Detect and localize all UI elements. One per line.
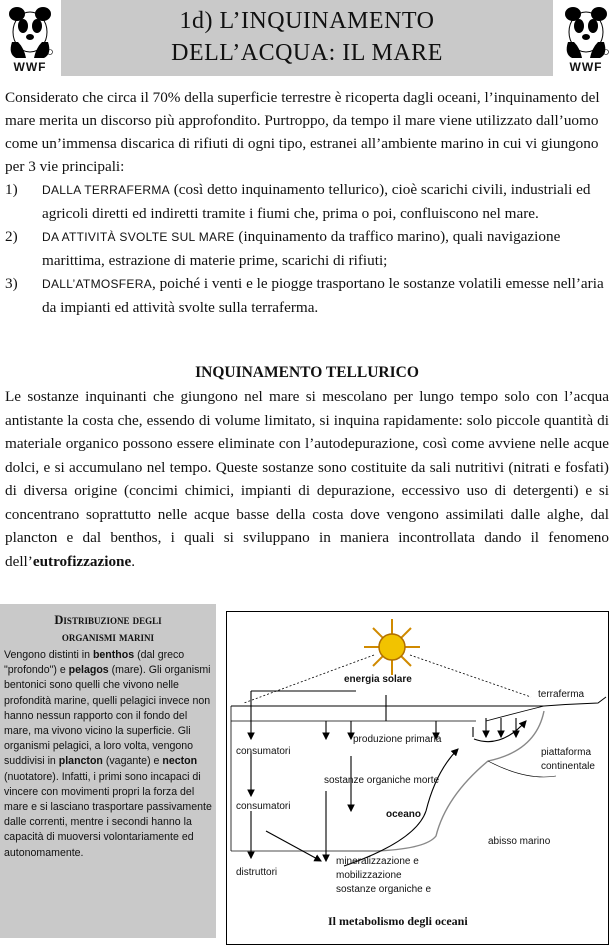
produzione-label: produzione primaria (353, 734, 442, 745)
list-item (5, 178, 609, 225)
list-lead: DA ATTIVITÀ SVOLTE SUL MARE (42, 230, 235, 244)
oceano-label: oceano (386, 809, 422, 820)
title-box (61, 0, 553, 76)
wwf-logo-left (2, 2, 58, 74)
list-lead: DALL’ATMOSFERA (42, 277, 153, 291)
page-title-line1: 1d) L’INQUINAMENTO (179, 8, 435, 34)
sidebar-text-part: Vengono distinti in (4, 649, 93, 661)
intro-section (5, 86, 609, 319)
tellurico-end: . (131, 552, 136, 570)
wwf-text: WWF (569, 60, 603, 74)
tellurico-text: Le sostanze inquinanti che giungono nel mare si mescolano per lungo tempo solo con l’acqua antistante la costa che, essendo di volume limitato, si inquina rapidamente: solo piccole quantità di materiale organico possono essere eliminate con l’autodepurazione, così come avviene nelle acque dolci, e si accumulano nel tempo. Queste sostanze sono costituite da sali nutritivi (nitrati e fosfati) di diversa origine (concimi chimici, impianti di depurazione, eccessivo uso di detergenti) e si concentrano soprattutto nelle acque basse della costa dove vengono assimilati dalle alghe, dal plancton e dal benthos, i quali si sviluppano in maniera incontrollata dando il fenomeno dell’ (5, 388, 609, 570)
sidebar-text (4, 648, 212, 861)
sidebar-text-part: (mare). Gli organismi bentonici sono quelli che vivono nelle profondità marine, quelli pelagici invece non hanno nessun rapporto con il fondo del mare, ma vivono vicino la superficie. Gli organismi pelagici, a loro volta, vengono suddivisi in (4, 664, 211, 768)
intro-paragraph: Considerato che circa il 70% della superficie terrestre è ricoperta dagli oceani, l’inquinamento del mare merita un discorso più approfondito. Purtroppo, da tempo il mare viene utilizzato dall’uomo come un’immensa discarica di rifiuti di ogni tipo, estranei all’ambiente marino in cui vi giungono per 3 vie principali: (5, 89, 600, 175)
sidebar-title-line1: Distribuzione degli (54, 613, 162, 627)
page-title-line2: DELL’ACQUA: IL MARE (171, 40, 443, 66)
benthos-term: benthos (92, 649, 135, 661)
ocean-metabolism-diagram (226, 611, 609, 945)
eutrofizzazione-term: eutrofizzazione (32, 552, 132, 570)
list-text: (così detto inquinamento tellurico), cioè scarichi civili, industriali ed agricoli diretti ed indiretti tramite i fiumi che, prima o poi, confluiscono nel mare. (42, 181, 591, 222)
energia-solare-label: energia solare (344, 674, 412, 685)
consumatori-label: consumatori (236, 746, 291, 757)
distruttori-label: distruttori (236, 867, 278, 878)
piattaforma-label: piattaforma (541, 747, 592, 758)
continentale-label: continentale (541, 761, 595, 772)
list-number: 3) (5, 275, 18, 292)
diagram-caption: Il metabolismo degli oceani (328, 914, 468, 928)
sostanze-organiche-label: sostanze organiche e (336, 884, 432, 895)
list-text: (inquinamento da traffico marino), quali navigazione marittima, estrazione di materie prime, scarichi di rifiuti; (42, 228, 561, 269)
mineralizzazione-label: mineralizzazione e (336, 856, 419, 867)
necton-term: necton (162, 755, 198, 768)
sidebar-text-part: (dal greco "profondo") e (4, 649, 185, 677)
sidebar-text-part: (vagante) e (102, 755, 163, 768)
consumatori-label: consumatori (236, 801, 291, 812)
panda-icon (2, 2, 58, 60)
sidebar-title (4, 612, 212, 646)
wwf-text: WWF (13, 60, 47, 74)
list-text: , poiché i venti e le piogge trasportano le sostanze volatili emesse nell’aria da impianti ed attività svolte sulla terraferma. (42, 275, 604, 316)
list-lead: DALLA TERRAFERMA (42, 183, 170, 197)
sostanze-label: sostanze organiche morte (324, 775, 440, 786)
list-item (5, 225, 609, 272)
sidebar-box (0, 604, 216, 938)
tellurico-paragraph (5, 385, 609, 573)
section-title: INQUINAMENTO TELLURICO (195, 364, 419, 381)
list-number: 2) (5, 228, 18, 245)
page-header (0, 0, 614, 80)
plancton-term: plancton (58, 755, 103, 768)
list-item (5, 272, 609, 319)
mobilizzazione-label: mobilizzazione (336, 870, 402, 881)
panda-icon (558, 2, 614, 60)
pelagos-term: pelagos (68, 664, 109, 677)
terraferma-label: terraferma (538, 689, 585, 700)
abisso-label: abisso marino (488, 836, 551, 847)
sidebar-title-line2: organismi marini (61, 630, 155, 644)
list-number: 1) (5, 181, 18, 198)
sidebar-text-part: (nuotatore). Infatti, i primi sono incapaci di vincere con movimenti propri la forza del mare e si lasciano trasportare passivamente dalle correnti, mentre i secondi hanno la capacità di muoversi volontariamente ed autonomamente. (4, 770, 212, 859)
wwf-logo-right (558, 2, 614, 74)
